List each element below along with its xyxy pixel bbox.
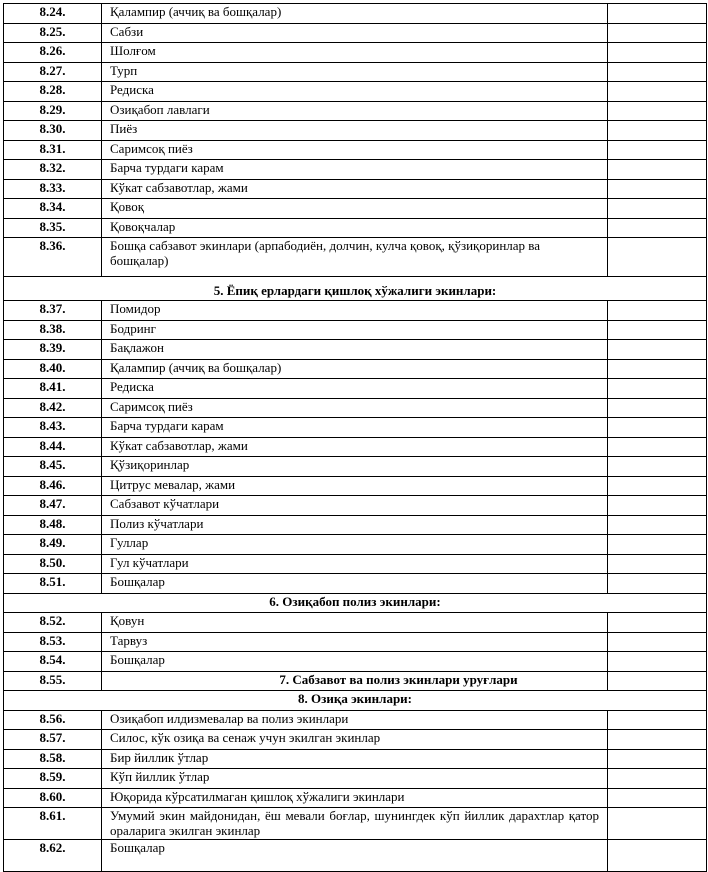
row-number: 8.33. <box>4 179 102 199</box>
table-row <box>4 418 707 438</box>
table-row <box>4 840 707 872</box>
value-cell <box>608 121 707 141</box>
value-cell <box>608 179 707 199</box>
crop-name: Редиска <box>102 379 608 399</box>
value-cell <box>608 574 707 594</box>
crop-name: Бақлажон <box>102 340 608 360</box>
table-row <box>4 788 707 808</box>
value-cell <box>608 301 707 321</box>
table-row <box>4 62 707 82</box>
row-number: 8.61. <box>4 808 102 840</box>
row-number: 8.45. <box>4 457 102 477</box>
value-cell <box>608 476 707 496</box>
value-cell <box>608 398 707 418</box>
row-number: 8.57. <box>4 730 102 750</box>
crop-name: Тарвуз <box>102 632 608 652</box>
row-number: 8.56. <box>4 710 102 730</box>
row-number: 8.31. <box>4 140 102 160</box>
crop-name: Сабзавот кўчатлари <box>102 496 608 516</box>
row-number: 8.38. <box>4 320 102 340</box>
crop-name: Бошқалар <box>102 574 608 594</box>
table-row <box>4 238 707 277</box>
row-number: 8.47. <box>4 496 102 516</box>
section-heading: 5. Ёпиқ ерлардаги қишлоқ хўжалиги экинлари: <box>4 277 707 301</box>
crop-name: Кўкат сабзавотлар, жами <box>102 179 608 199</box>
value-cell <box>608 160 707 180</box>
section-heading-row <box>4 277 707 301</box>
table-row <box>4 437 707 457</box>
section-heading: 8. Озиқа экинлари: <box>4 691 707 711</box>
value-cell <box>608 840 707 872</box>
section-heading: 7. Сабзавот ва полиз экинлари уруғлари <box>102 671 608 691</box>
crop-name: Қовоқчалар <box>102 218 608 238</box>
table-body <box>4 4 707 872</box>
table-row <box>4 101 707 121</box>
row-number: 8.41. <box>4 379 102 399</box>
section-heading-row <box>4 593 707 613</box>
value-cell <box>608 808 707 840</box>
row-number: 8.42. <box>4 398 102 418</box>
value-cell <box>608 788 707 808</box>
row-number: 8.28. <box>4 82 102 102</box>
row-number: 8.59. <box>4 769 102 789</box>
row-number: 8.53. <box>4 632 102 652</box>
crop-name: Барча турдаги карам <box>102 418 608 438</box>
table-row <box>4 4 707 24</box>
crop-name: Сабзи <box>102 23 608 43</box>
table-row <box>4 179 707 199</box>
value-cell <box>608 437 707 457</box>
row-number: 8.46. <box>4 476 102 496</box>
table-row <box>4 121 707 141</box>
crop-name: Силос, кўк озиқа ва сенаж учун экилган экинлар <box>102 730 608 750</box>
crop-list-table <box>3 3 707 872</box>
table-row <box>4 379 707 399</box>
value-cell <box>608 43 707 63</box>
row-number: 8.35. <box>4 218 102 238</box>
table-row <box>4 496 707 516</box>
value-cell <box>608 379 707 399</box>
table-row <box>4 359 707 379</box>
table-row <box>4 476 707 496</box>
value-cell <box>608 457 707 477</box>
value-cell <box>608 632 707 652</box>
table-row <box>4 632 707 652</box>
table-row <box>4 218 707 238</box>
crop-name: Гуллар <box>102 535 608 555</box>
crop-name: Шолғом <box>102 43 608 63</box>
crop-name: Турп <box>102 62 608 82</box>
crop-name: Бошқалар <box>102 840 608 872</box>
crop-name: Бир йиллик ўтлар <box>102 749 608 769</box>
value-cell <box>608 359 707 379</box>
value-cell <box>608 320 707 340</box>
table-row <box>4 340 707 360</box>
value-cell <box>608 671 707 691</box>
table-row <box>4 199 707 219</box>
crop-name: Қалампир (аччиқ ва бошқалар) <box>102 359 608 379</box>
crop-name: Қўзиқоринлар <box>102 457 608 477</box>
row-number: 8.40. <box>4 359 102 379</box>
crop-name: Бодринг <box>102 320 608 340</box>
crop-name: Гул кўчатлари <box>102 554 608 574</box>
table-row <box>4 710 707 730</box>
table-row <box>4 769 707 789</box>
crop-name: Цитрус мевалар, жами <box>102 476 608 496</box>
table-row <box>4 23 707 43</box>
crop-name: Редиска <box>102 82 608 102</box>
value-cell <box>608 62 707 82</box>
table-row <box>4 82 707 102</box>
row-number: 8.26. <box>4 43 102 63</box>
value-cell <box>608 82 707 102</box>
crop-name: Бошқа сабзавот экинлари (арпабодиён, долчин, кулча қовоқ, қўзиқоринлар ва бошқалар) <box>102 238 608 277</box>
value-cell <box>608 218 707 238</box>
table-row <box>4 515 707 535</box>
value-cell <box>608 749 707 769</box>
crop-name: Полиз кўчатлари <box>102 515 608 535</box>
crop-name: Қовоқ <box>102 199 608 219</box>
row-number: 8.50. <box>4 554 102 574</box>
row-number: 8.24. <box>4 4 102 24</box>
table-row <box>4 652 707 672</box>
crop-name: Кўп йиллик ўтлар <box>102 769 608 789</box>
table-row <box>4 730 707 750</box>
value-cell <box>608 613 707 633</box>
value-cell <box>608 238 707 277</box>
row-number: 8.48. <box>4 515 102 535</box>
row-number: 8.43. <box>4 418 102 438</box>
value-cell <box>608 535 707 555</box>
section-heading-row <box>4 691 707 711</box>
row-number: 8.36. <box>4 238 102 277</box>
crop-name: Қовун <box>102 613 608 633</box>
crop-name: Кўкат сабзавотлар, жами <box>102 437 608 457</box>
table-row <box>4 749 707 769</box>
row-number: 8.58. <box>4 749 102 769</box>
row-number: 8.52. <box>4 613 102 633</box>
table-row <box>4 613 707 633</box>
table-row <box>4 457 707 477</box>
table-row <box>4 160 707 180</box>
row-number: 8.62. <box>4 840 102 872</box>
crop-name: Пиёз <box>102 121 608 141</box>
value-cell <box>608 101 707 121</box>
row-number: 8.32. <box>4 160 102 180</box>
table-row <box>4 320 707 340</box>
value-cell <box>608 418 707 438</box>
value-cell <box>608 710 707 730</box>
value-cell <box>608 554 707 574</box>
crop-name: Саримсоқ пиёз <box>102 140 608 160</box>
row-number: 8.29. <box>4 101 102 121</box>
value-cell <box>608 23 707 43</box>
value-cell <box>608 140 707 160</box>
crop-name: Юқорида кўрсатилмаган қишлоқ хўжалиги экинлари <box>102 788 608 808</box>
section-heading: 6. Озиқабоп полиз экинлари: <box>4 593 707 613</box>
row-number: 8.37. <box>4 301 102 321</box>
table-row <box>4 140 707 160</box>
crop-name: Бошқалар <box>102 652 608 672</box>
row-number: 8.51. <box>4 574 102 594</box>
crop-name: Озиқабоп лавлаги <box>102 101 608 121</box>
table-row <box>4 671 707 691</box>
value-cell <box>608 496 707 516</box>
table-row <box>4 398 707 418</box>
table-row <box>4 301 707 321</box>
value-cell <box>608 515 707 535</box>
row-number: 8.39. <box>4 340 102 360</box>
row-number: 8.27. <box>4 62 102 82</box>
crop-name: Озиқабоп илдизмевалар ва полиз экинлари <box>102 710 608 730</box>
crop-name: Барча турдаги карам <box>102 160 608 180</box>
value-cell <box>608 340 707 360</box>
table-row <box>4 808 707 840</box>
row-number: 8.54. <box>4 652 102 672</box>
row-number: 8.60. <box>4 788 102 808</box>
value-cell <box>608 730 707 750</box>
value-cell <box>608 199 707 219</box>
row-number: 8.34. <box>4 199 102 219</box>
crop-name: Помидор <box>102 301 608 321</box>
row-number: 8.44. <box>4 437 102 457</box>
crop-name: Саримсоқ пиёз <box>102 398 608 418</box>
crop-name: Қалампир (аччиқ ва бошқалар) <box>102 4 608 24</box>
row-number: 8.55. <box>4 671 102 691</box>
value-cell <box>608 4 707 24</box>
value-cell <box>608 652 707 672</box>
table-row <box>4 43 707 63</box>
row-number: 8.30. <box>4 121 102 141</box>
row-number: 8.25. <box>4 23 102 43</box>
crop-name: Умумий экин майдонидан, ёш мевали боғлар, шунингдек кўп йиллик дарахтлар қатор ораларига экилган экинлар <box>102 808 608 840</box>
table-row <box>4 535 707 555</box>
table-row <box>4 574 707 594</box>
value-cell <box>608 769 707 789</box>
table-row <box>4 554 707 574</box>
row-number: 8.49. <box>4 535 102 555</box>
